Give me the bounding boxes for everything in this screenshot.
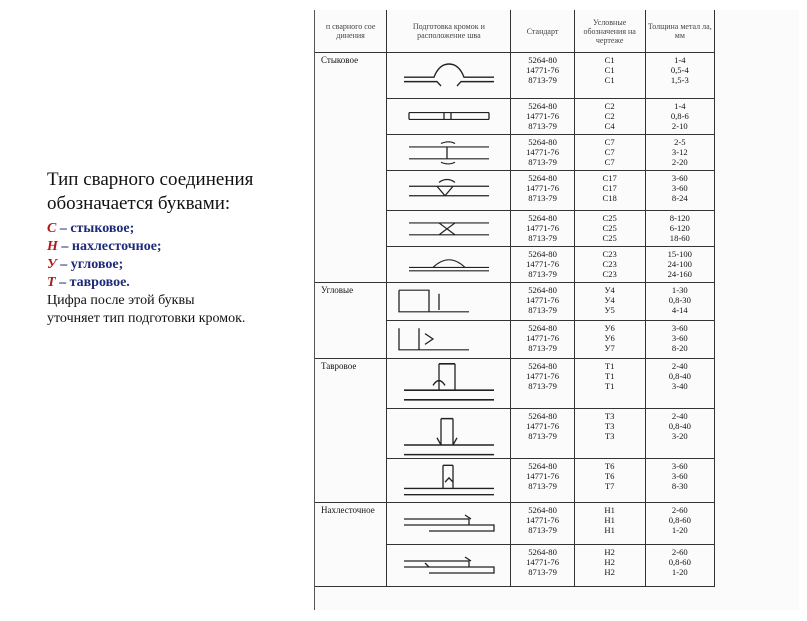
table-row bbox=[315, 135, 715, 171]
thickness-cell bbox=[645, 409, 714, 459]
thk-value: 2-40 bbox=[671, 411, 688, 421]
table-row bbox=[315, 459, 715, 503]
thk-value: 8-20 bbox=[671, 343, 688, 353]
table-row bbox=[315, 171, 715, 211]
sym-value: С23 bbox=[602, 269, 617, 279]
table-row bbox=[315, 409, 715, 459]
edge-prep-sketch bbox=[387, 503, 511, 545]
edge-prep-sketch bbox=[387, 211, 511, 247]
std-value: 5264-80 bbox=[528, 213, 557, 223]
sym-value: С25 bbox=[602, 233, 617, 243]
weld-joint-diagram-icon bbox=[389, 53, 509, 97]
sym-value: С1 bbox=[604, 75, 615, 85]
thk-value: 24-160 bbox=[667, 269, 692, 279]
header-designation: Условные обозначения на чертеже bbox=[574, 10, 645, 53]
designation-cell bbox=[574, 211, 645, 247]
thickness-cell bbox=[645, 211, 714, 247]
sym-value: С17 bbox=[602, 183, 617, 193]
std-value: 8713-79 bbox=[528, 431, 557, 441]
std-value: 8713-79 bbox=[528, 193, 557, 203]
table-row bbox=[315, 503, 715, 545]
thk-value: 1,5-3 bbox=[670, 75, 689, 85]
sym-value: Н1 bbox=[604, 525, 615, 535]
header-thickness: Толщина метал ла, мм bbox=[645, 10, 714, 53]
std-value: 5264-80 bbox=[528, 137, 557, 147]
sym-value: С23 bbox=[602, 249, 617, 259]
sym-value: С2 bbox=[604, 101, 615, 111]
thk-value: 0,8-60 bbox=[668, 515, 691, 525]
thk-value: 3-20 bbox=[671, 431, 688, 441]
thk-value: 0,8-30 bbox=[668, 295, 691, 305]
thk-value: 3-60 bbox=[671, 173, 688, 183]
thk-value: 0,5-4 bbox=[670, 65, 689, 75]
designation-cell bbox=[574, 359, 645, 409]
thickness-cell bbox=[645, 459, 714, 503]
sym-value: Т3 bbox=[604, 431, 615, 441]
designation-cell bbox=[574, 99, 645, 135]
std-value: 14771-76 bbox=[526, 421, 560, 431]
table-row bbox=[315, 99, 715, 135]
sym-value: С25 bbox=[602, 223, 617, 233]
designation-cell bbox=[574, 53, 645, 99]
designation-cell bbox=[574, 545, 645, 587]
std-value: 5264-80 bbox=[528, 323, 557, 333]
edge-prep-sketch bbox=[387, 53, 511, 99]
edge-prep-sketch bbox=[387, 409, 511, 459]
thk-value: 1-4 bbox=[674, 101, 686, 111]
edge-prep-sketch bbox=[387, 135, 511, 171]
table-row bbox=[315, 545, 715, 587]
sym-value: У4 bbox=[604, 295, 615, 305]
thickness-cell bbox=[645, 321, 714, 359]
std-value: 14771-76 bbox=[526, 295, 560, 305]
joint-type-cell: Нахлесточное bbox=[315, 503, 387, 545]
edge-prep-sketch bbox=[387, 99, 511, 135]
thk-value: 2-40 bbox=[671, 361, 688, 371]
thk-value: 0,8-60 bbox=[668, 557, 691, 567]
joint-type-cell bbox=[315, 171, 387, 211]
std-value: 14771-76 bbox=[526, 515, 560, 525]
thickness-cell bbox=[645, 503, 714, 545]
sym-value: С7 bbox=[604, 147, 615, 157]
table-row bbox=[315, 283, 715, 321]
edge-prep-sketch bbox=[387, 459, 511, 503]
standard-cell bbox=[511, 247, 574, 283]
std-value: 14771-76 bbox=[526, 223, 560, 233]
sym-value: С2 bbox=[604, 111, 615, 121]
std-value: 14771-76 bbox=[526, 259, 560, 269]
designation-cell bbox=[574, 135, 645, 171]
edge-prep-sketch bbox=[387, 321, 511, 359]
std-value: 14771-76 bbox=[526, 147, 560, 157]
thickness-cell bbox=[645, 171, 714, 211]
std-value: 14771-76 bbox=[526, 111, 560, 121]
joint-type-cell bbox=[315, 135, 387, 171]
thk-value: 15-100 bbox=[667, 249, 692, 259]
sym-value: Н2 bbox=[604, 557, 615, 567]
thk-value: 3-60 bbox=[671, 471, 688, 481]
weld-joint-diagram-icon bbox=[389, 409, 509, 457]
std-value: 14771-76 bbox=[526, 333, 560, 343]
std-value: 8713-79 bbox=[528, 567, 557, 577]
sym-value: С4 bbox=[604, 121, 615, 131]
joint-type-cell: Тавровое bbox=[315, 359, 387, 409]
thk-value: 2-5 bbox=[674, 137, 686, 147]
thickness-cell bbox=[645, 545, 714, 587]
legend-text-block bbox=[47, 168, 317, 328]
sym-value: У4 bbox=[604, 285, 615, 295]
thk-value: 3-40 bbox=[671, 381, 688, 391]
standard-cell bbox=[511, 99, 574, 135]
edge-prep-sketch bbox=[387, 283, 511, 321]
joint-type-cell bbox=[315, 321, 387, 359]
thk-value: 0,8-6 bbox=[670, 111, 689, 121]
thickness-cell bbox=[645, 283, 714, 321]
std-value: 14771-76 bbox=[526, 65, 560, 75]
thk-value: 2-60 bbox=[671, 547, 688, 557]
sym-value: Т3 bbox=[604, 421, 615, 431]
weld-joint-diagram-icon bbox=[389, 359, 509, 407]
thk-value: 1-4 bbox=[674, 55, 686, 65]
std-value: 8713-79 bbox=[528, 343, 557, 353]
sym-value: Н2 bbox=[604, 547, 615, 557]
weld-joint-diagram-icon bbox=[389, 211, 509, 245]
standard-cell bbox=[511, 135, 574, 171]
standard-cell bbox=[511, 409, 574, 459]
weld-joint-diagram-icon bbox=[389, 545, 509, 585]
table-row bbox=[315, 247, 715, 283]
std-value: 8713-79 bbox=[528, 381, 557, 391]
joint-type-cell bbox=[315, 99, 387, 135]
joint-class-lap: Н – нахлесточное; bbox=[47, 239, 162, 254]
thickness-cell bbox=[645, 99, 714, 135]
thk-value: 1-20 bbox=[671, 567, 688, 577]
edge-prep-sketch bbox=[387, 545, 511, 587]
thickness-cell bbox=[645, 247, 714, 283]
sym-value: Т6 bbox=[604, 471, 615, 481]
thk-value: 0,8-40 bbox=[668, 421, 691, 431]
standard-cell bbox=[511, 459, 574, 503]
sym-value: Н1 bbox=[604, 505, 615, 515]
sym-value: Н2 bbox=[604, 567, 615, 577]
standard-cell bbox=[511, 503, 574, 545]
thk-value: 3-60 bbox=[671, 323, 688, 333]
std-value: 5264-80 bbox=[528, 173, 557, 183]
thk-value: 3-60 bbox=[671, 183, 688, 193]
sym-value: Т3 bbox=[604, 411, 615, 421]
sym-value: С7 bbox=[604, 137, 615, 147]
joint-class-corner: У – угловое; bbox=[47, 257, 124, 272]
joint-type-cell bbox=[315, 545, 387, 587]
standard-cell bbox=[511, 283, 574, 321]
sym-value: Т1 bbox=[604, 381, 615, 391]
sym-value: Т6 bbox=[604, 461, 615, 471]
designation-cell bbox=[574, 459, 645, 503]
thk-value: 2-10 bbox=[671, 121, 688, 131]
weld-joint-diagram-icon bbox=[389, 503, 509, 543]
sym-value: С23 bbox=[602, 259, 617, 269]
std-value: 8713-79 bbox=[528, 233, 557, 243]
thk-value: 2-20 bbox=[671, 157, 688, 167]
thickness-cell bbox=[645, 135, 714, 171]
std-value: 5264-80 bbox=[528, 361, 557, 371]
std-value: 5264-80 bbox=[528, 285, 557, 295]
table-row bbox=[315, 53, 715, 99]
thk-value: 1-30 bbox=[671, 285, 688, 295]
thk-value: 8-24 bbox=[671, 193, 688, 203]
thk-value: 3-60 bbox=[671, 333, 688, 343]
std-value: 8713-79 bbox=[528, 75, 557, 85]
std-value: 8713-79 bbox=[528, 157, 557, 167]
sym-value: С7 bbox=[604, 157, 615, 167]
weld-joint-diagram-icon bbox=[389, 459, 509, 501]
standard-cell bbox=[511, 53, 574, 99]
std-value: 5264-80 bbox=[528, 55, 557, 65]
welding-joints-table bbox=[315, 10, 715, 587]
thickness-cell bbox=[645, 53, 714, 99]
edge-prep-sketch bbox=[387, 359, 511, 409]
joint-class-butt: С – стыковое; bbox=[47, 221, 135, 236]
welding-table-scan bbox=[314, 10, 799, 610]
designation-cell bbox=[574, 171, 645, 211]
header-edge-prep: Подготовка кромок и расположение шва bbox=[387, 10, 511, 53]
edge-prep-sketch bbox=[387, 171, 511, 211]
table-row bbox=[315, 211, 715, 247]
sym-value: Т1 bbox=[604, 371, 615, 381]
header-joint-type: п сварного сое динения bbox=[315, 10, 387, 53]
legend-title: Тип сварного соединения обозначается буквами: bbox=[47, 169, 254, 214]
std-value: 5264-80 bbox=[528, 461, 557, 471]
thk-value: 1-20 bbox=[671, 525, 688, 535]
sym-value: У6 bbox=[604, 333, 615, 343]
joint-type-cell: Угловые bbox=[315, 283, 387, 321]
designation-cell bbox=[574, 283, 645, 321]
table-row bbox=[315, 359, 715, 409]
sym-value: С17 bbox=[602, 173, 617, 183]
thk-value: 4-14 bbox=[671, 305, 688, 315]
thk-value: 6-120 bbox=[669, 223, 690, 233]
sym-value: С1 bbox=[604, 55, 615, 65]
std-value: 8713-79 bbox=[528, 305, 557, 315]
joint-type-cell bbox=[315, 459, 387, 503]
sym-value: Т1 bbox=[604, 361, 615, 371]
joint-type-cell: Стыковое bbox=[315, 53, 387, 99]
sym-value: С1 bbox=[604, 65, 615, 75]
thk-value: 2-60 bbox=[671, 505, 688, 515]
std-value: 5264-80 bbox=[528, 249, 557, 259]
legend-note: Цифра после этой буквы уточняет тип подготовки кромок. bbox=[47, 293, 246, 326]
joint-type-cell bbox=[315, 409, 387, 459]
joint-class-tee: Т – тавровое. bbox=[47, 275, 130, 290]
thk-value: 24-100 bbox=[667, 259, 692, 269]
thk-value: 3-12 bbox=[671, 147, 688, 157]
weld-joint-diagram-icon bbox=[389, 321, 509, 357]
std-value: 14771-76 bbox=[526, 557, 560, 567]
std-value: 5264-80 bbox=[528, 547, 557, 557]
weld-joint-diagram-icon bbox=[389, 171, 509, 209]
standard-cell bbox=[511, 171, 574, 211]
std-value: 5264-80 bbox=[528, 101, 557, 111]
sym-value: С25 bbox=[602, 213, 617, 223]
weld-joint-diagram-icon bbox=[389, 247, 509, 281]
standard-cell bbox=[511, 545, 574, 587]
designation-cell bbox=[574, 247, 645, 283]
sym-value: У5 bbox=[604, 305, 615, 315]
std-value: 5264-80 bbox=[528, 505, 557, 515]
table-row bbox=[315, 321, 715, 359]
joint-type-cell bbox=[315, 211, 387, 247]
std-value: 5264-80 bbox=[528, 411, 557, 421]
std-value: 14771-76 bbox=[526, 183, 560, 193]
std-value: 8713-79 bbox=[528, 269, 557, 279]
sym-value: Т7 bbox=[604, 481, 615, 491]
std-value: 14771-76 bbox=[526, 471, 560, 481]
standard-cell bbox=[511, 359, 574, 409]
thk-value: 3-60 bbox=[671, 461, 688, 471]
designation-cell bbox=[574, 409, 645, 459]
sym-value: У7 bbox=[604, 343, 615, 353]
weld-joint-diagram-icon bbox=[389, 283, 509, 319]
std-value: 14771-76 bbox=[526, 371, 560, 381]
header-standard: Стандарт bbox=[511, 10, 574, 53]
weld-joint-diagram-icon bbox=[389, 99, 509, 133]
std-value: 8713-79 bbox=[528, 525, 557, 535]
sym-value: У6 bbox=[604, 323, 615, 333]
thk-value: 18-60 bbox=[669, 233, 690, 243]
thk-value: 0,8-40 bbox=[668, 371, 691, 381]
std-value: 8713-79 bbox=[528, 481, 557, 491]
weld-joint-diagram-icon bbox=[389, 135, 509, 169]
sym-value: Н1 bbox=[604, 515, 615, 525]
sym-value: С18 bbox=[602, 193, 617, 203]
thickness-cell bbox=[645, 359, 714, 409]
edge-prep-sketch bbox=[387, 247, 511, 283]
designation-cell bbox=[574, 321, 645, 359]
std-value: 8713-79 bbox=[528, 121, 557, 131]
thk-value: 8-30 bbox=[671, 481, 688, 491]
joint-type-cell bbox=[315, 247, 387, 283]
standard-cell bbox=[511, 321, 574, 359]
table-header-row bbox=[315, 10, 715, 53]
thk-value: 8-120 bbox=[669, 213, 690, 223]
designation-cell bbox=[574, 503, 645, 545]
standard-cell bbox=[511, 211, 574, 247]
